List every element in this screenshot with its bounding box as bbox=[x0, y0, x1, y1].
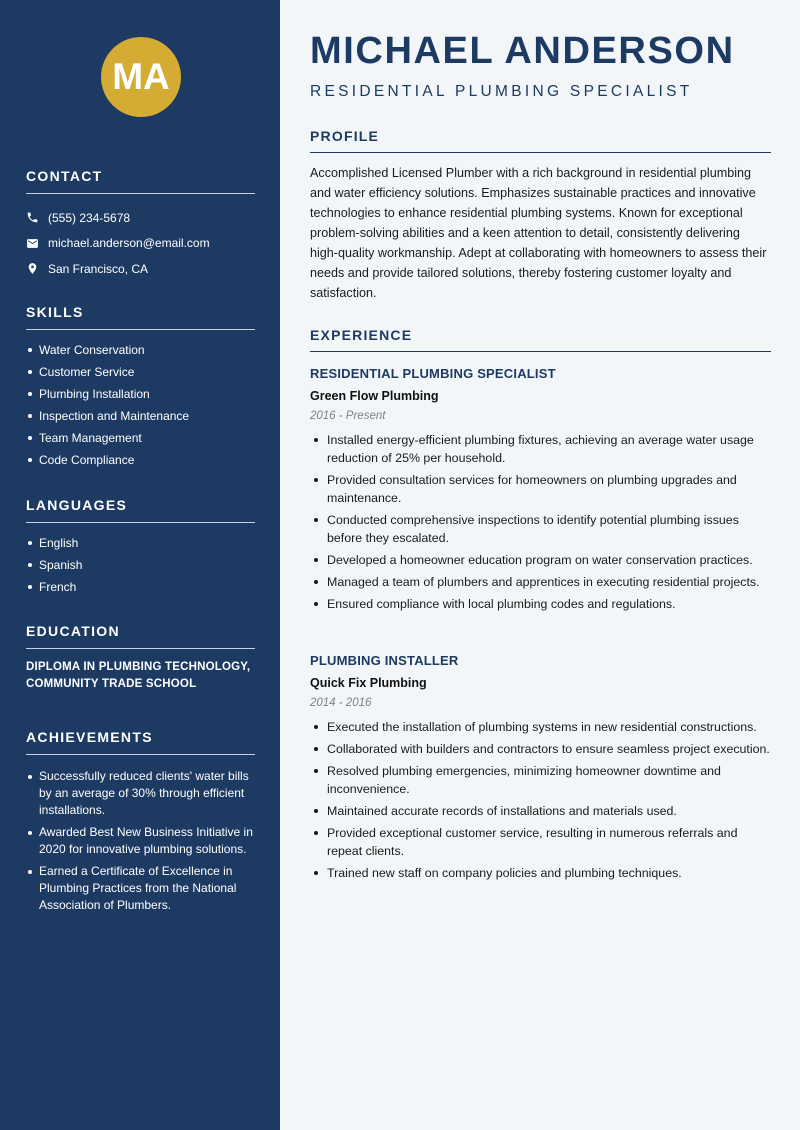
job-bullet: Developed a homeowner education program on water conservation practices. bbox=[310, 551, 771, 569]
contact-location bbox=[26, 256, 255, 282]
job-bullets bbox=[310, 718, 771, 882]
achievements-section bbox=[26, 729, 255, 919]
skill-item: Customer Service bbox=[26, 361, 255, 383]
job-bullet: Executed the installation of plumbing systems in new residential constructions. bbox=[310, 718, 771, 736]
education-text: DIPLOMA IN PLUMBING TECHNOLOGY, COMMUNITY TRADE SCHOOL bbox=[26, 661, 251, 690]
profile-text: Accomplished Licensed Plumber with a rich background in residential plumbing and water efficiency solutions. Emphasizes sustainable practices and innovative technologies to enhance residential plumbing systems. Known for exceptional problem-solving abilities and a keen attention to detail, consistently delivering high-quality workmanship. Adept at collaborating with homeowners to assess their needs and provide tailored solutions, thereby fostering customer loyalty and satisfaction. bbox=[310, 166, 767, 300]
education-section bbox=[26, 623, 255, 693]
contact-heading: CONTACT bbox=[26, 168, 255, 194]
achievement-item: Awarded Best New Business Initiative in 2020 for innovative plumbing solutions. bbox=[26, 824, 255, 858]
job-bullet: Managed a team of plumbers and apprentices in executing residential projects. bbox=[310, 573, 771, 591]
candidate-role: RESIDENTIAL PLUMBING SPECIALIST bbox=[310, 83, 693, 100]
job-bullet: Provided exceptional customer service, resulting in numerous referrals and repeat clients. bbox=[310, 824, 771, 860]
skills-heading: SKILLS bbox=[26, 304, 255, 330]
job-company: Green Flow Plumbing bbox=[310, 389, 439, 403]
achievements-heading: ACHIEVEMENTS bbox=[26, 729, 255, 755]
achievement-item: Successfully reduced clients' water bills by an average of 30% through efficient installations. bbox=[26, 768, 255, 819]
experience-heading: EXPERIENCE bbox=[310, 327, 771, 352]
education-heading: EDUCATION bbox=[26, 623, 255, 649]
job-bullets bbox=[310, 431, 771, 613]
location-pin-icon bbox=[26, 262, 39, 275]
job-bullet: Conducted comprehensive inspections to identify potential plumbing issues before they escalated. bbox=[310, 511, 771, 547]
job-company: Quick Fix Plumbing bbox=[310, 676, 427, 690]
email-text[interactable]: michael.anderson@email.com bbox=[48, 236, 210, 251]
skills-list bbox=[26, 339, 255, 471]
skill-item: Plumbing Installation bbox=[26, 383, 255, 405]
job-dates: 2016 - Present bbox=[310, 410, 386, 422]
language-item: French bbox=[26, 576, 255, 598]
skill-item: Water Conservation bbox=[26, 339, 255, 361]
languages-heading: LANGUAGES bbox=[26, 497, 255, 523]
skill-item: Team Management bbox=[26, 427, 255, 449]
contact-section bbox=[26, 168, 255, 282]
skill-item: Code Compliance bbox=[26, 449, 255, 471]
avatar: MA bbox=[101, 37, 181, 117]
sidebar bbox=[0, 0, 280, 1130]
job-bullet: Provided consultation services for homeowners on plumbing upgrades and maintenance. bbox=[310, 471, 771, 507]
achievement-item: Earned a Certificate of Excellence in Plumbing Practices from the National Association of Plumbers. bbox=[26, 863, 255, 914]
job-bullet: Trained new staff on company policies and plumbing techniques. bbox=[310, 864, 771, 882]
job-entry bbox=[310, 653, 771, 886]
contact-phone bbox=[26, 205, 255, 231]
job-bullet: Resolved plumbing emergencies, minimizing homeowner downtime and inconvenience. bbox=[310, 762, 771, 798]
skills-section bbox=[26, 304, 255, 471]
email-icon bbox=[26, 237, 39, 250]
language-item: English bbox=[26, 532, 255, 554]
job-bullet: Installed energy-efficient plumbing fixtures, achieving an average water usage reduction of 25% per household. bbox=[310, 431, 771, 467]
contact-email bbox=[26, 231, 255, 257]
location-text: San Francisco, CA bbox=[48, 261, 149, 276]
job-entry bbox=[310, 366, 771, 617]
language-item: Spanish bbox=[26, 554, 255, 576]
job-title: PLUMBING INSTALLER bbox=[310, 653, 459, 668]
phone-icon bbox=[26, 211, 39, 224]
job-dates: 2014 - 2016 bbox=[310, 697, 372, 709]
profile-section bbox=[310, 128, 771, 303]
job-bullet: Ensured compliance with local plumbing codes and regulations. bbox=[310, 595, 771, 613]
job-bullet: Collaborated with builders and contractors to ensure seamless project execution. bbox=[310, 740, 771, 758]
languages-list bbox=[26, 532, 255, 598]
achievements-list bbox=[26, 768, 255, 914]
job-bullet: Maintained accurate records of installations and materials used. bbox=[310, 802, 771, 820]
candidate-name: MICHAEL ANDERSON bbox=[310, 30, 735, 72]
phone-text[interactable]: (555) 234-5678 bbox=[48, 210, 131, 225]
skill-item: Inspection and Maintenance bbox=[26, 405, 255, 427]
experience-section bbox=[310, 327, 771, 352]
profile-heading: PROFILE bbox=[310, 128, 771, 153]
contact-list bbox=[26, 205, 255, 282]
job-title: RESIDENTIAL PLUMBING SPECIALIST bbox=[310, 366, 556, 381]
languages-section bbox=[26, 497, 255, 598]
